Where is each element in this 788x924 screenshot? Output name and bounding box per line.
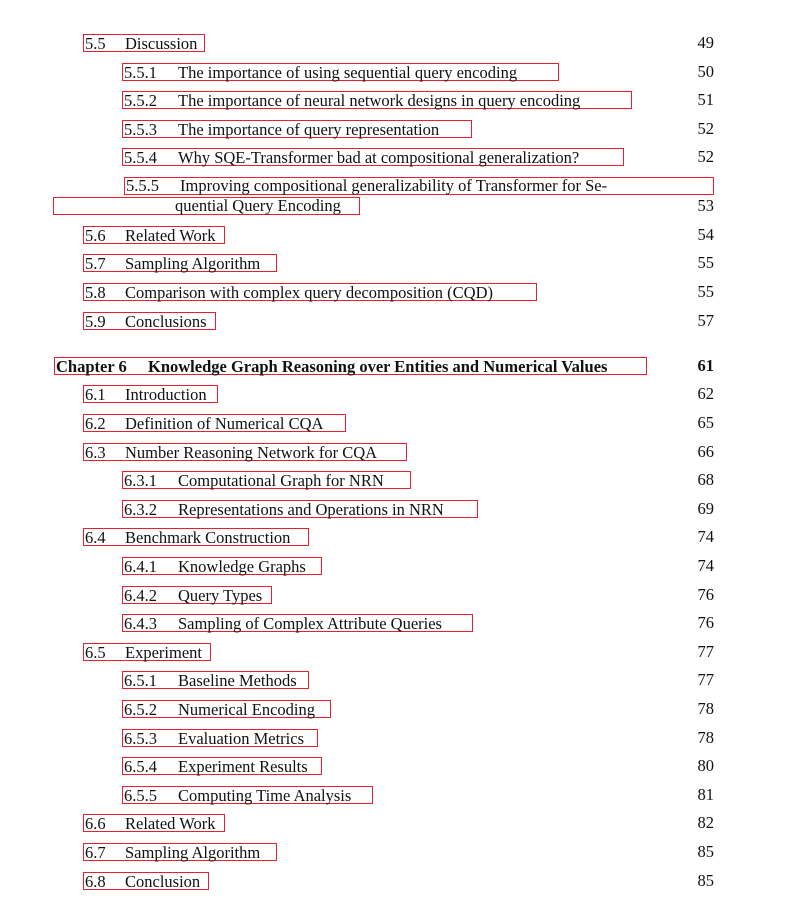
toc-entry-chapter-6 — [0, 355, 788, 377]
section-number: 6.8 — [85, 872, 106, 891]
toc-entry-6-3 — [0, 441, 788, 463]
toc-entry-5-7 — [0, 252, 788, 274]
page-number: 50 — [697, 62, 714, 81]
section-number: 6.3 — [85, 443, 106, 462]
toc-entry-6-1 — [0, 383, 788, 405]
section-number: 5.5.1 — [124, 63, 157, 82]
section-title: The importance of query representation — [178, 120, 440, 139]
toc-link-5-5-4[interactable] — [122, 148, 624, 166]
page-number: 52 — [697, 119, 714, 138]
section-title: Benchmark Construction — [125, 528, 291, 547]
toc-entry-5-5-4 — [0, 146, 788, 168]
toc-entry-5-5 — [0, 32, 788, 54]
page-number: 55 — [697, 282, 714, 301]
section-title: The importance of neural network designs in query encoding — [178, 91, 581, 110]
toc-entry-6-3-1 — [0, 469, 788, 491]
toc-link-6-5[interactable] — [83, 643, 211, 661]
section-number: 6.5 — [85, 643, 106, 662]
section-title: Numerical Encoding — [178, 700, 315, 719]
section-title: Definition of Numerical CQA — [125, 414, 324, 433]
toc-entry-6-5-4 — [0, 755, 788, 777]
toc-entry-6-5-5 — [0, 784, 788, 806]
toc-link-6-1[interactable] — [83, 385, 218, 403]
page-number: 61 — [697, 356, 714, 375]
section-title-line1: Improving compositional generalizability of Transformer for Se- — [180, 176, 608, 195]
toc-link-6-5-2[interactable] — [122, 700, 331, 718]
page-number: 51 — [697, 90, 714, 109]
section-number: 6.1 — [85, 385, 106, 404]
toc-entry-5-5-5 — [0, 177, 788, 217]
section-title: Sampling Algorithm — [125, 254, 261, 273]
section-title: Related Work — [125, 226, 216, 245]
page-number: 77 — [697, 642, 714, 661]
toc-entry-6-5 — [0, 641, 788, 663]
section-number: 5.5.3 — [124, 120, 157, 139]
section-line1 — [126, 177, 710, 195]
section-title: Computing Time Analysis — [178, 786, 352, 805]
toc-entry-6-4-3 — [0, 612, 788, 634]
section-title: Conclusion — [125, 872, 201, 891]
section-number: 5.5.4 — [124, 148, 157, 167]
section-title: Introduction — [125, 385, 207, 404]
toc-link-6-7[interactable] — [83, 843, 277, 861]
page-number: 69 — [697, 499, 714, 518]
section-title: Conclusions — [125, 312, 207, 331]
section-title: Related Work — [125, 814, 216, 833]
toc-entry-6-5-2 — [0, 698, 788, 720]
toc-link-5-5[interactable] — [83, 34, 205, 52]
page-number: 66 — [697, 442, 714, 461]
toc-link-5-5-3[interactable] — [122, 120, 472, 138]
section-number: 5.9 — [85, 312, 106, 331]
page-number: 81 — [697, 785, 714, 804]
page-number: 78 — [697, 728, 714, 747]
toc-link-5-6[interactable] — [83, 226, 225, 244]
toc-entry-5-9 — [0, 310, 788, 332]
section-title: Baseline Methods — [178, 671, 297, 690]
section-number: 6.5.5 — [124, 786, 157, 805]
toc-link-6-4[interactable] — [83, 528, 309, 546]
section-number: 6.4.1 — [124, 557, 157, 576]
page-number: 68 — [697, 470, 714, 489]
toc-entry-6-8 — [0, 870, 788, 892]
toc-link-6-5-3[interactable] — [122, 729, 318, 747]
page-number: 62 — [697, 384, 714, 403]
section-title: Comparison with complex query decomposition (CQD) — [125, 283, 493, 302]
page-number: 76 — [697, 613, 714, 632]
page-number: 49 — [697, 33, 714, 52]
page-number: 54 — [697, 225, 714, 244]
page-number: 85 — [697, 871, 714, 890]
toc-entry-6-5-3 — [0, 727, 788, 749]
page-number: 57 — [697, 311, 714, 330]
toc-link-6-4-2[interactable] — [122, 586, 272, 604]
toc-entry-6-4-2 — [0, 584, 788, 606]
section-title: Sampling Algorithm — [125, 843, 261, 862]
toc-link-6-5-5[interactable] — [122, 786, 373, 804]
page-number: 74 — [697, 556, 714, 575]
chapter-title: Knowledge Graph Reasoning over Entities and Numerical Values — [148, 357, 608, 376]
toc-entry-6-7 — [0, 841, 788, 863]
toc-link-6-4-1[interactable] — [122, 557, 322, 575]
chapter-number: Chapter 6 — [56, 357, 127, 376]
section-number: 5.6 — [85, 226, 106, 245]
section-number: 5.5.2 — [124, 91, 157, 110]
section-title: Experiment Results — [178, 757, 308, 776]
page-number: 65 — [697, 413, 714, 432]
section-number: 6.3.1 — [124, 471, 157, 490]
toc-link-6-5-1[interactable] — [122, 671, 309, 689]
section-title: Representations and Operations in NRN — [178, 500, 444, 519]
toc-entry-6-2 — [0, 412, 788, 434]
section-title: Discussion — [125, 34, 198, 53]
page-number: 77 — [697, 670, 714, 689]
section-number: 6.5.3 — [124, 729, 157, 748]
toc-link-5-8[interactable] — [83, 283, 537, 301]
toc-entry-6-4 — [0, 526, 788, 548]
toc-entry-5-8 — [0, 281, 788, 303]
toc-link-6-2[interactable] — [83, 414, 346, 432]
page-number: 78 — [697, 699, 714, 718]
section-number: 6.3.2 — [124, 500, 157, 519]
toc-entry-6-5-1 — [0, 669, 788, 691]
section-number: 5.8 — [85, 283, 106, 302]
toc-entry-5-5-1 — [0, 61, 788, 83]
section-number: 6.4.2 — [124, 586, 157, 605]
toc-link-6-4-3[interactable] — [122, 614, 473, 632]
toc-entry-5-5-2 — [0, 89, 788, 111]
section-title: Query Types — [178, 586, 263, 605]
section-title-line2: quential Query Encoding — [175, 196, 341, 215]
toc-link-5-5-2[interactable] — [122, 91, 632, 109]
section-number: 6.6 — [85, 814, 106, 833]
page-number: 80 — [697, 756, 714, 775]
toc-link-6-8[interactable] — [83, 872, 209, 890]
toc-link-6-3[interactable] — [83, 443, 407, 461]
toc-link-6-6[interactable] — [83, 814, 225, 832]
toc-link-5-7[interactable] — [83, 254, 277, 272]
section-number: 6.4 — [85, 528, 106, 547]
page-number: 74 — [697, 527, 714, 546]
section-number: 5.7 — [85, 254, 106, 273]
page-number: 82 — [697, 813, 714, 832]
toc-link-5-5-1[interactable] — [122, 63, 559, 81]
section-title: Why SQE-Transformer bad at compositional generalization? — [178, 148, 580, 167]
page-number: 85 — [697, 842, 714, 861]
page-number: 52 — [697, 147, 714, 166]
page-number: 53 — [697, 196, 714, 215]
toc-link-chapter-6[interactable] — [54, 357, 647, 375]
toc-entry-6-3-2 — [0, 498, 788, 520]
section-number: 6.7 — [85, 843, 106, 862]
toc-entry-5-5-3 — [0, 118, 788, 140]
section-title: Sampling of Complex Attribute Queries — [178, 614, 442, 633]
section-number: 6.5.4 — [124, 757, 157, 776]
section-number: 6.2 — [85, 414, 106, 433]
section-number: 5.5 — [85, 34, 106, 53]
page-number: 76 — [697, 585, 714, 604]
toc-entry-5-6 — [0, 224, 788, 246]
section-title: Number Reasoning Network for CQA — [125, 443, 378, 462]
page-number: 55 — [697, 253, 714, 272]
section-title: Evaluation Metrics — [178, 729, 305, 748]
toc-entry-6-4-1 — [0, 555, 788, 577]
section-title: Knowledge Graphs — [178, 557, 306, 576]
toc-link-6-5-4[interactable] — [122, 757, 322, 775]
section-title: The importance of using sequential query encoding — [178, 63, 518, 82]
section-number: 6.4.3 — [124, 614, 157, 633]
section-title: Experiment — [125, 643, 202, 662]
toc-entry-6-6 — [0, 812, 788, 834]
toc-link-6-3-2[interactable] — [122, 500, 478, 518]
section-title: Computational Graph for NRN — [178, 471, 384, 490]
section-number: 6.5.1 — [124, 671, 157, 690]
toc-link-5-9[interactable] — [83, 312, 216, 330]
section-number: 5.5.5 — [126, 176, 159, 195]
toc-link-6-3-1[interactable] — [122, 471, 411, 489]
section-number: 6.5.2 — [124, 700, 157, 719]
